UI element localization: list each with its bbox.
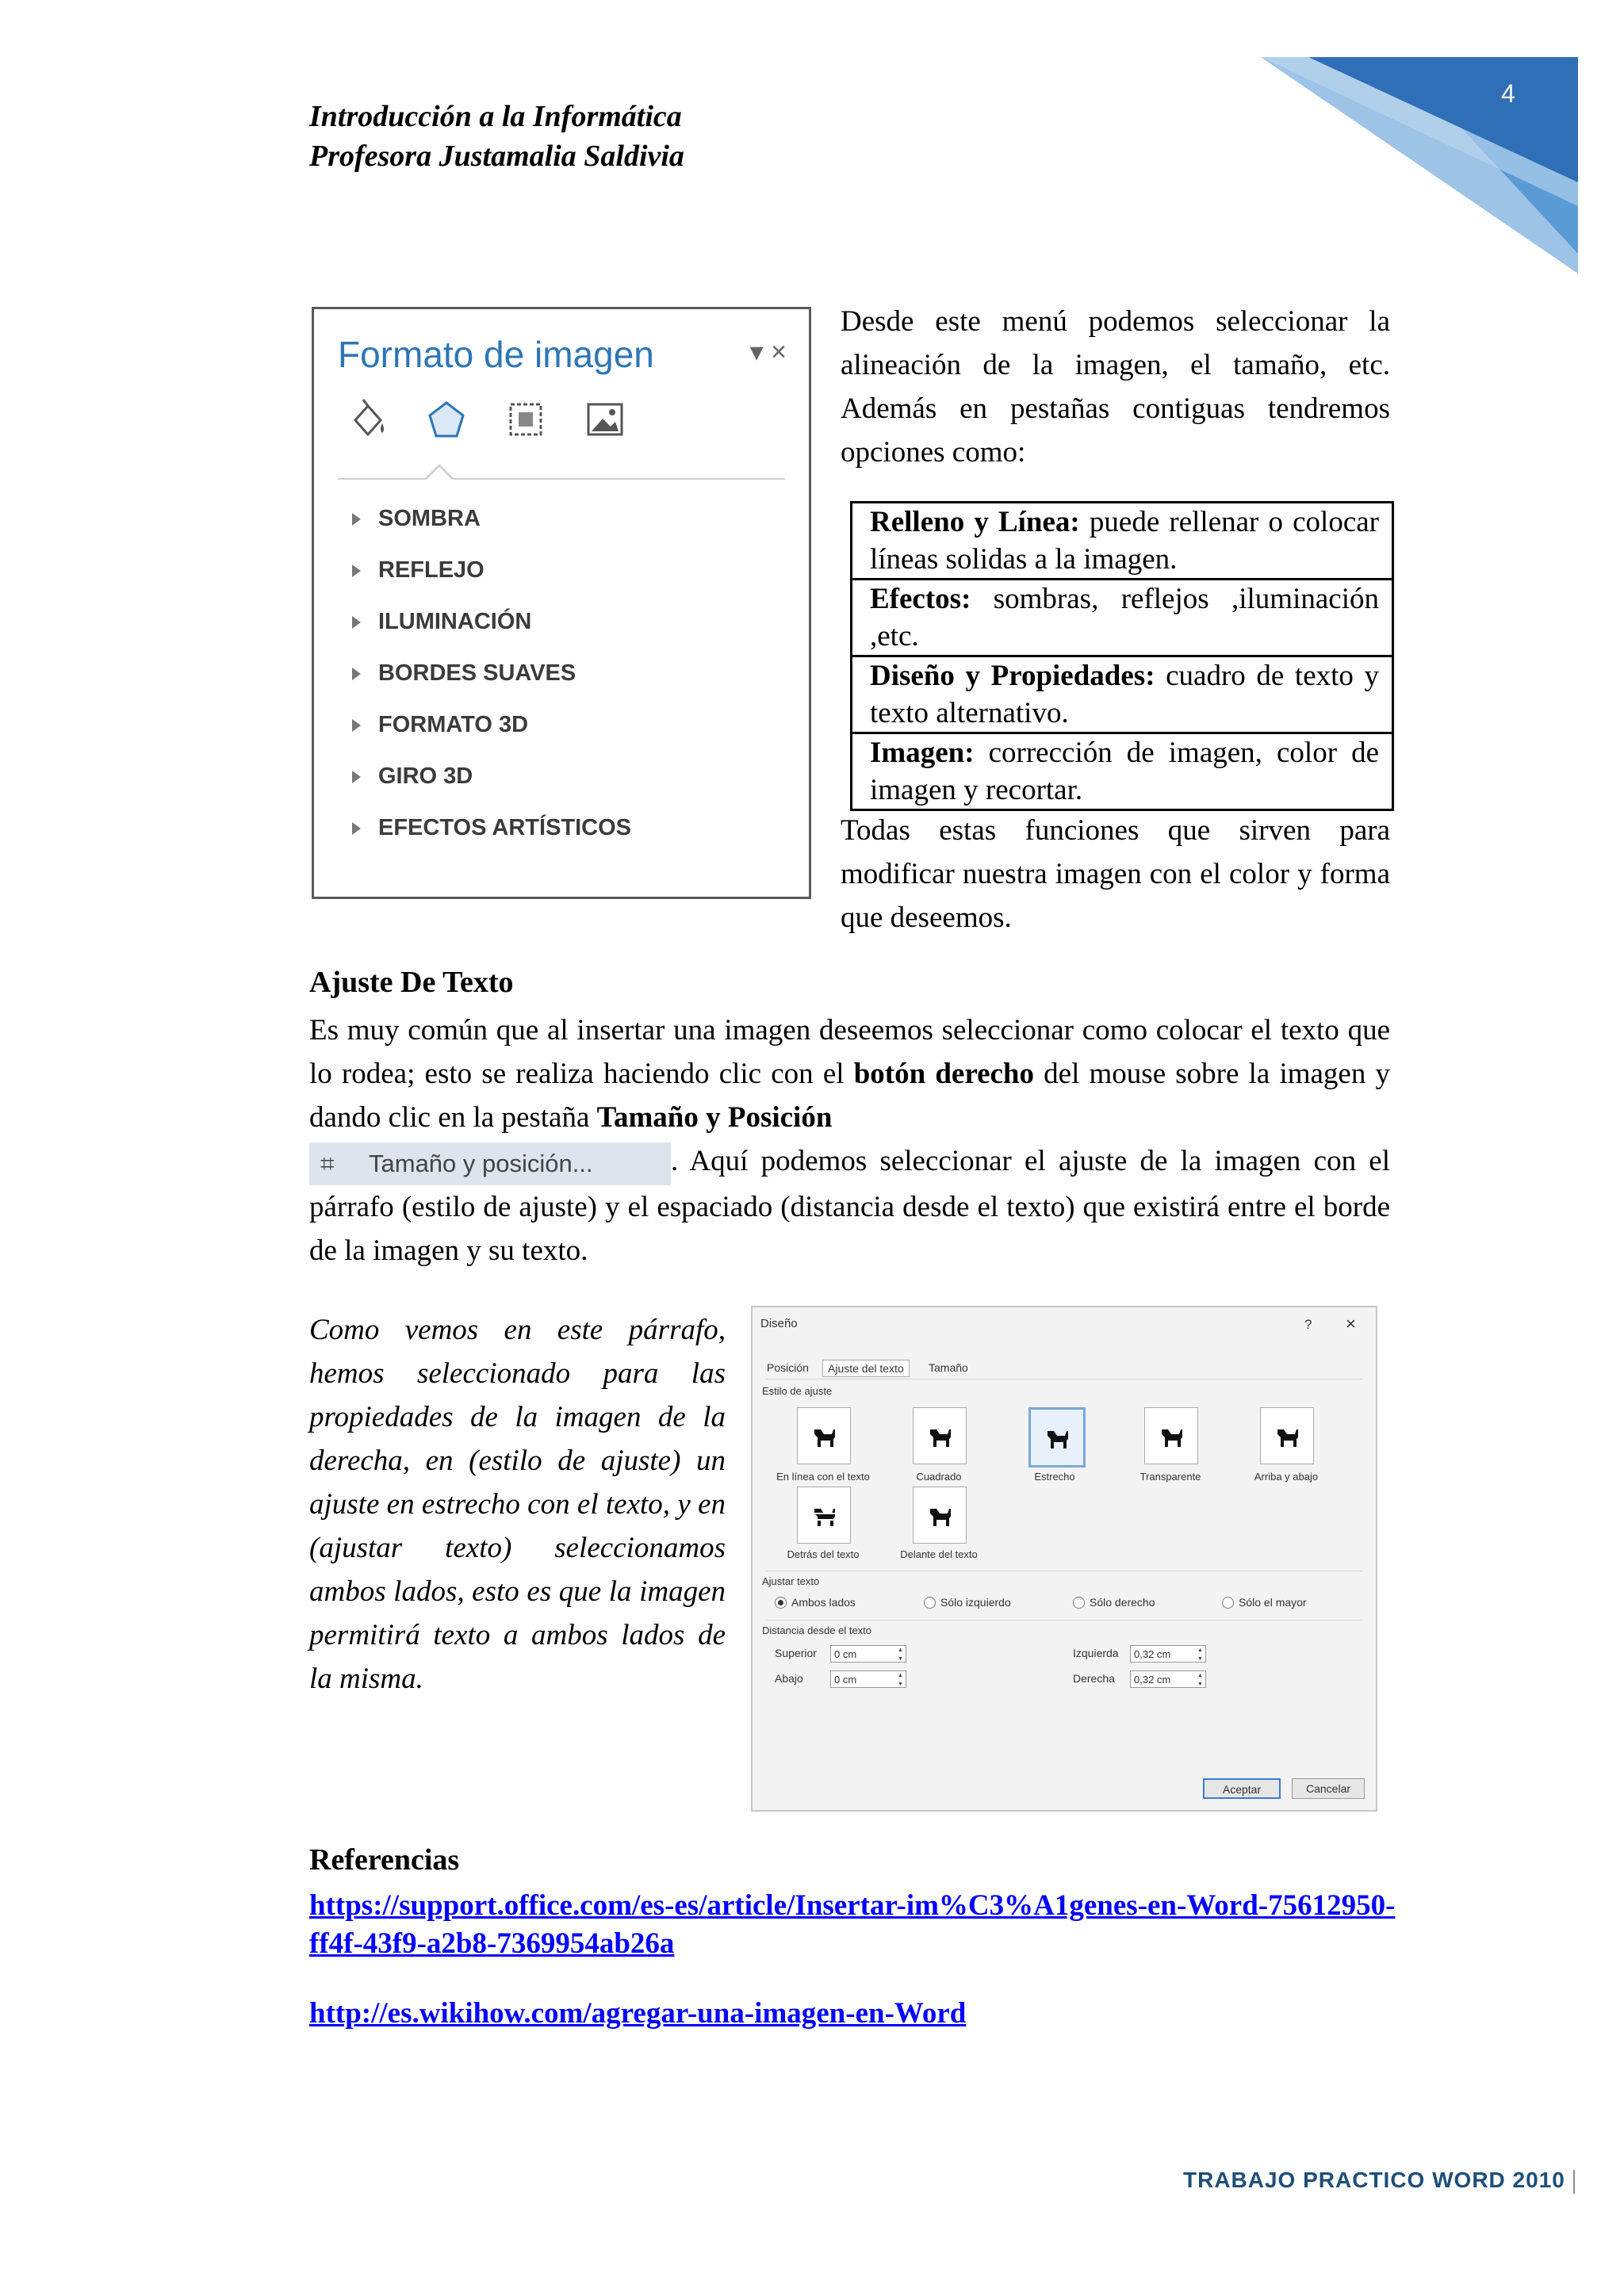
pane-divider (338, 478, 785, 480)
wrap-style-label-behind: Detrás del texto (787, 1548, 860, 1560)
expand-triangle-icon (352, 668, 361, 680)
document-header (309, 97, 684, 176)
functions-paragraph: Todas estas funciones que sirven para modificar nuestra imagen con el color y forma que deseemos. (841, 814, 1390, 934)
effect-item-sombra[interactable]: SOMBRA (352, 493, 631, 545)
expand-triangle-icon (352, 771, 361, 783)
close-icon[interactable]: × (1346, 1314, 1356, 1334)
wrap-style-label-tight: Estrecho (1034, 1471, 1075, 1483)
intro-paragraph: Desde este menú podemos seleccionar la alineación de la imagen, el tamaño, etc. Además en pestañas contiguas tendremos opciones como: (841, 305, 1390, 469)
dog-icon (1043, 1423, 1071, 1452)
table-row: Relleno y Línea: puede rellenar o colocar líneas solidas a la imagen. (852, 503, 1393, 580)
expand-triangle-icon (352, 513, 361, 526)
size-position-icon: ⌗ (320, 1149, 335, 1177)
dog-icon (1157, 1422, 1185, 1450)
header-teacher: Profesora Justamalia Saldivia (309, 140, 684, 173)
wrap-top-bottom-button[interactable] (1260, 1407, 1314, 1464)
wrap-style-label-front: Delante del texto (900, 1548, 978, 1560)
expand-triangle-icon (352, 719, 361, 732)
wrap-text-label: Ajustar texto (762, 1575, 820, 1587)
effect-item-efectos-artisticos[interactable]: EFECTOS ARTÍSTICOS (352, 802, 631, 854)
dog-icon (925, 1501, 954, 1529)
close-icon[interactable]: × (771, 337, 787, 367)
wrap-style-label-square: Cuadrado (916, 1471, 962, 1483)
ok-button[interactable]: Aceptar (1203, 1778, 1281, 1799)
page-corner-decoration (1261, 0, 1624, 274)
effect-item-bordes-suaves[interactable]: BORDES SUAVES (352, 648, 631, 699)
izquierda-spinner[interactable]: 0,32 cm ▲▼ (1130, 1645, 1206, 1663)
superior-label: Superior (775, 1647, 817, 1659)
picture-icon[interactable] (582, 396, 628, 446)
dialog-title: Diseño (760, 1317, 798, 1330)
page-footer: TRABAJO PRACTICO WORD 2010 (1183, 2168, 1575, 2194)
dog-icon (1273, 1422, 1301, 1450)
help-icon[interactable]: ? (1304, 1317, 1312, 1332)
radio-solo-mayor[interactable]: Sólo el mayor (1222, 1596, 1307, 1609)
wrap-style-label-top-bottom: Arriba y abajo (1254, 1471, 1319, 1483)
paint-bucket-icon[interactable] (344, 396, 390, 446)
header-course: Introducción a la Informática (309, 100, 682, 133)
page-number: 4 (1501, 79, 1515, 108)
distance-label: Distancia desde el texto (762, 1624, 872, 1636)
effect-item-reflejo[interactable]: REFLEJO (352, 545, 631, 596)
wrap-style-label: Estilo de ajuste (762, 1385, 833, 1397)
references-title: Referencias (309, 1843, 460, 1877)
radio-solo-derecho[interactable]: Sólo derecho (1073, 1596, 1155, 1609)
tab-posicion[interactable]: Posición (767, 1361, 809, 1374)
superior-spinner[interactable]: 0 cm ▲▼ (830, 1645, 906, 1663)
wrap-square-button[interactable] (913, 1407, 967, 1464)
pane-controls[interactable] (750, 336, 787, 368)
options-table (850, 501, 1394, 811)
wrap-style-label-through: Transparente (1139, 1471, 1201, 1483)
wrap-style-label-inline: En línea con el texto (776, 1471, 870, 1483)
pane-options-icon[interactable]: ▾ (749, 337, 764, 367)
dog-icon (810, 1422, 838, 1450)
size-layout-icon[interactable] (503, 396, 549, 446)
wrap-paragraph: Es muy común que al insertar una imagen deseemos seleccionar como colocar el texto que lo rodea; esto se realiza haciendo clic con el botón derecho del mouse sobre la imagen y dando clic en la pestaña Tamaño y Posición ⌗ Tamaño y posición... . Aquí podemos seleccionar el ajuste de la imagen con el párrafo (estilo de ajuste) y el espaciado (distancia desde el texto) que existirá entre el borde de la imagen y su texto. (309, 1014, 1390, 1267)
dog-icon (810, 1501, 838, 1529)
pane-title: Formato de imagen (338, 334, 654, 375)
radio-solo-izquierdo[interactable]: Sólo izquierdo (924, 1596, 1011, 1609)
footer-divider (1573, 2170, 1575, 2194)
tab-tamano[interactable]: Tamaño (929, 1361, 968, 1374)
reference-link-support[interactable]: https://support.office.com/es-es/article/Insertar-im%C3%A1genes-en-Word-75612950-ff4f-43f9-a2b8-7369954ab26a (309, 1889, 1396, 1960)
wrap-behind-button[interactable] (797, 1487, 851, 1544)
dog-icon (925, 1422, 954, 1450)
effect-item-iluminacion[interactable]: ILUMINACIÓN (352, 596, 631, 648)
effects-list (352, 493, 631, 854)
reference-link-wikihow[interactable]: http://es.wikihow.com/agregar-una-imagen-en-Word (309, 1997, 967, 2030)
expand-triangle-icon (352, 564, 361, 577)
table-row: Imagen: corrección de imagen, color de imagen y recortar. (852, 733, 1393, 810)
table-row: Diseño y Propiedades: cuadro de texto y texto alternativo. (852, 656, 1393, 733)
effect-item-giro-3d[interactable]: GIRO 3D (352, 751, 631, 802)
table-row: Efectos: sombras, reflejos ,iluminación ,etc. (852, 580, 1393, 656)
size-position-menu-item: ⌗ Tamaño y posición... (309, 1142, 671, 1185)
expand-triangle-icon (352, 616, 361, 629)
italic-explanation: Como vemos en este párrafo, hemos seleccionado para las propiedades de la imagen de la derecha, en (estilo de ajuste) un ajuste en estrecho con el texto, y en (ajustar texto) seleccionamos ambos lados, esto es que la imagen permitirá texto a ambos lados de la misma. (309, 1314, 726, 1695)
section-title-ajuste: Ajuste De Texto (309, 966, 514, 999)
layout-dialog (751, 1306, 1377, 1812)
derecha-spinner[interactable]: 0,32 cm ▲▼ (1130, 1670, 1206, 1688)
cancel-button[interactable]: Cancelar (1292, 1778, 1365, 1799)
wrap-front-button[interactable] (913, 1487, 967, 1544)
tab-ajuste-del-texto[interactable]: Ajuste del texto (822, 1360, 910, 1377)
pentagon-icon[interactable] (423, 396, 469, 446)
wrap-inline-button[interactable] (797, 1407, 851, 1464)
wrap-tight-button[interactable] (1028, 1407, 1086, 1468)
expand-triangle-icon (352, 822, 361, 835)
wrap-through-button[interactable] (1144, 1407, 1198, 1464)
radio-ambos-lados[interactable]: Ambos lados (775, 1596, 856, 1609)
abajo-spinner[interactable]: 0 cm ▲▼ (830, 1670, 906, 1688)
abajo-label: Abajo (775, 1672, 803, 1685)
format-picture-pane (312, 307, 811, 899)
effect-item-formato-3d[interactable]: FORMATO 3D (352, 699, 631, 751)
izquierda-label: Izquierda (1073, 1647, 1119, 1659)
derecha-label: Derecha (1073, 1672, 1115, 1685)
